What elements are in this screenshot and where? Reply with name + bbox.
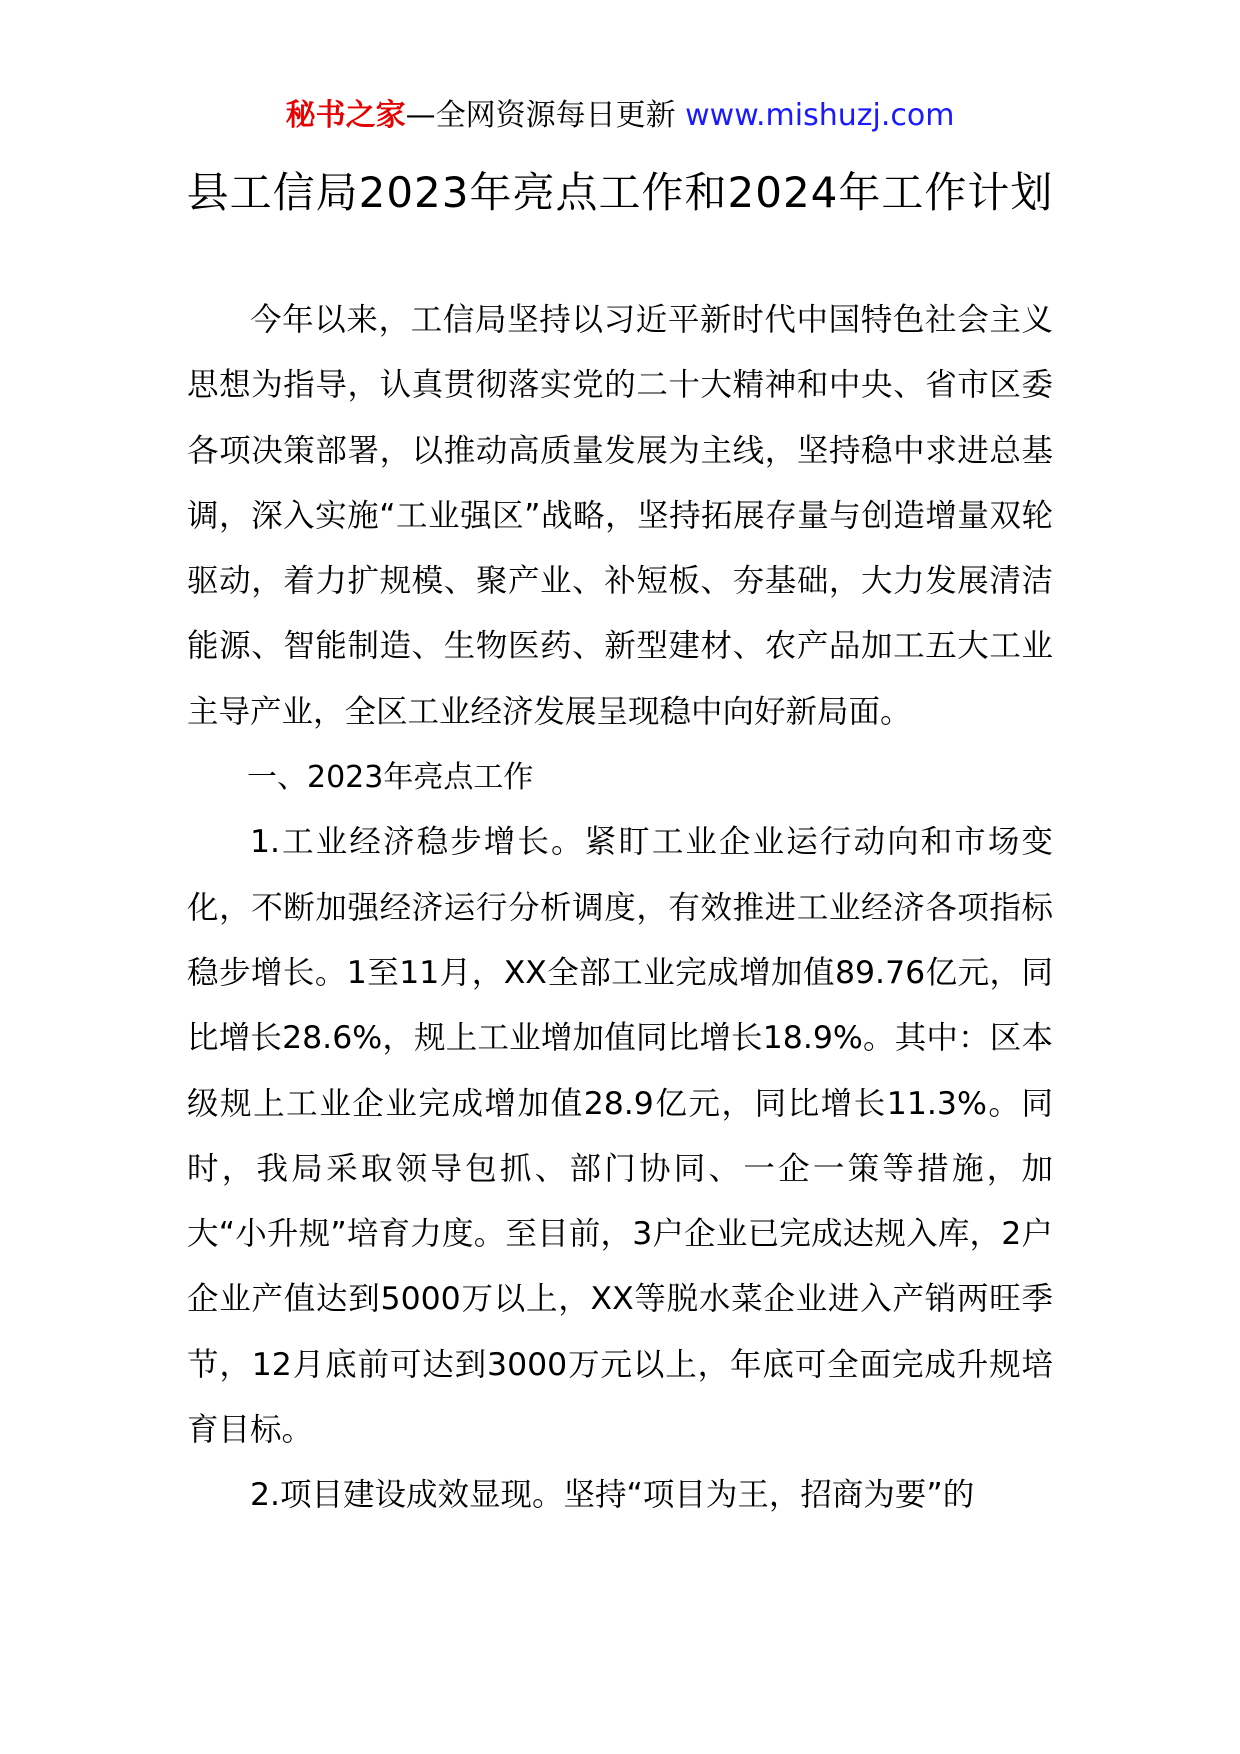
intro-paragraph: 今年以来，工信局坚持以习近平新时代中国特色社会主义思想为指导，认真贯彻落实党的二十大精神和中央、省市区委各项决策部署，以推动高质量发展为主线，坚持稳中求进总基调，深入实施“工业强区”战略，坚持拓展存量与创造增量双轮驱动，着力扩规模、聚产业、补短板、夯基础，大力发展清洁能源、智能制造、生物医药、新型建材、农产品加工五大工业主导产业，全区工业经济发展呈现稳中向好新局面。 [187,302,1053,730]
site-header [0,96,1240,136]
document-title: 县工信局2023年亮点工作和2024年工作计划 [186,168,1054,217]
document-body [187,288,1053,1529]
section-heading-highlights: 一、2023年亮点工作 [247,760,534,796]
paragraph-item-1: 1.工业经济稳步增长。紧盯工业企业运行动向和市场变化，不断加强经济运行分析调度，有效推进工业经济各项指标稳步增长。1至11月，XX全部工业完成增加值89.76亿元，同比增长28.6%，规上工业增加值同比增长18.9%。其中：区本级规上工业企业完成增加值28.9亿元，同比增长11.3%。同时，我局采取领导包抓、部门协同、一企一策等措施，加大“小升规”培育力度。至目前，3户企业已完成达规入库，2户企业产值达到5000万以上，XX等脱水菜企业进入产销两旺季节，12月底前可达到3000万元以上，年底可全面完成升规培育目标。 [187,824,1053,1449]
site-url-link[interactable]: www.mishuzj.com [685,98,955,133]
site-brand: 秘书之家 [285,98,406,133]
site-tagline: —全网资源每日更新 [405,98,686,133]
paragraph-item-2: 2.项目建设成效显现。坚持“项目为王，招商为要”的 [250,1477,975,1514]
